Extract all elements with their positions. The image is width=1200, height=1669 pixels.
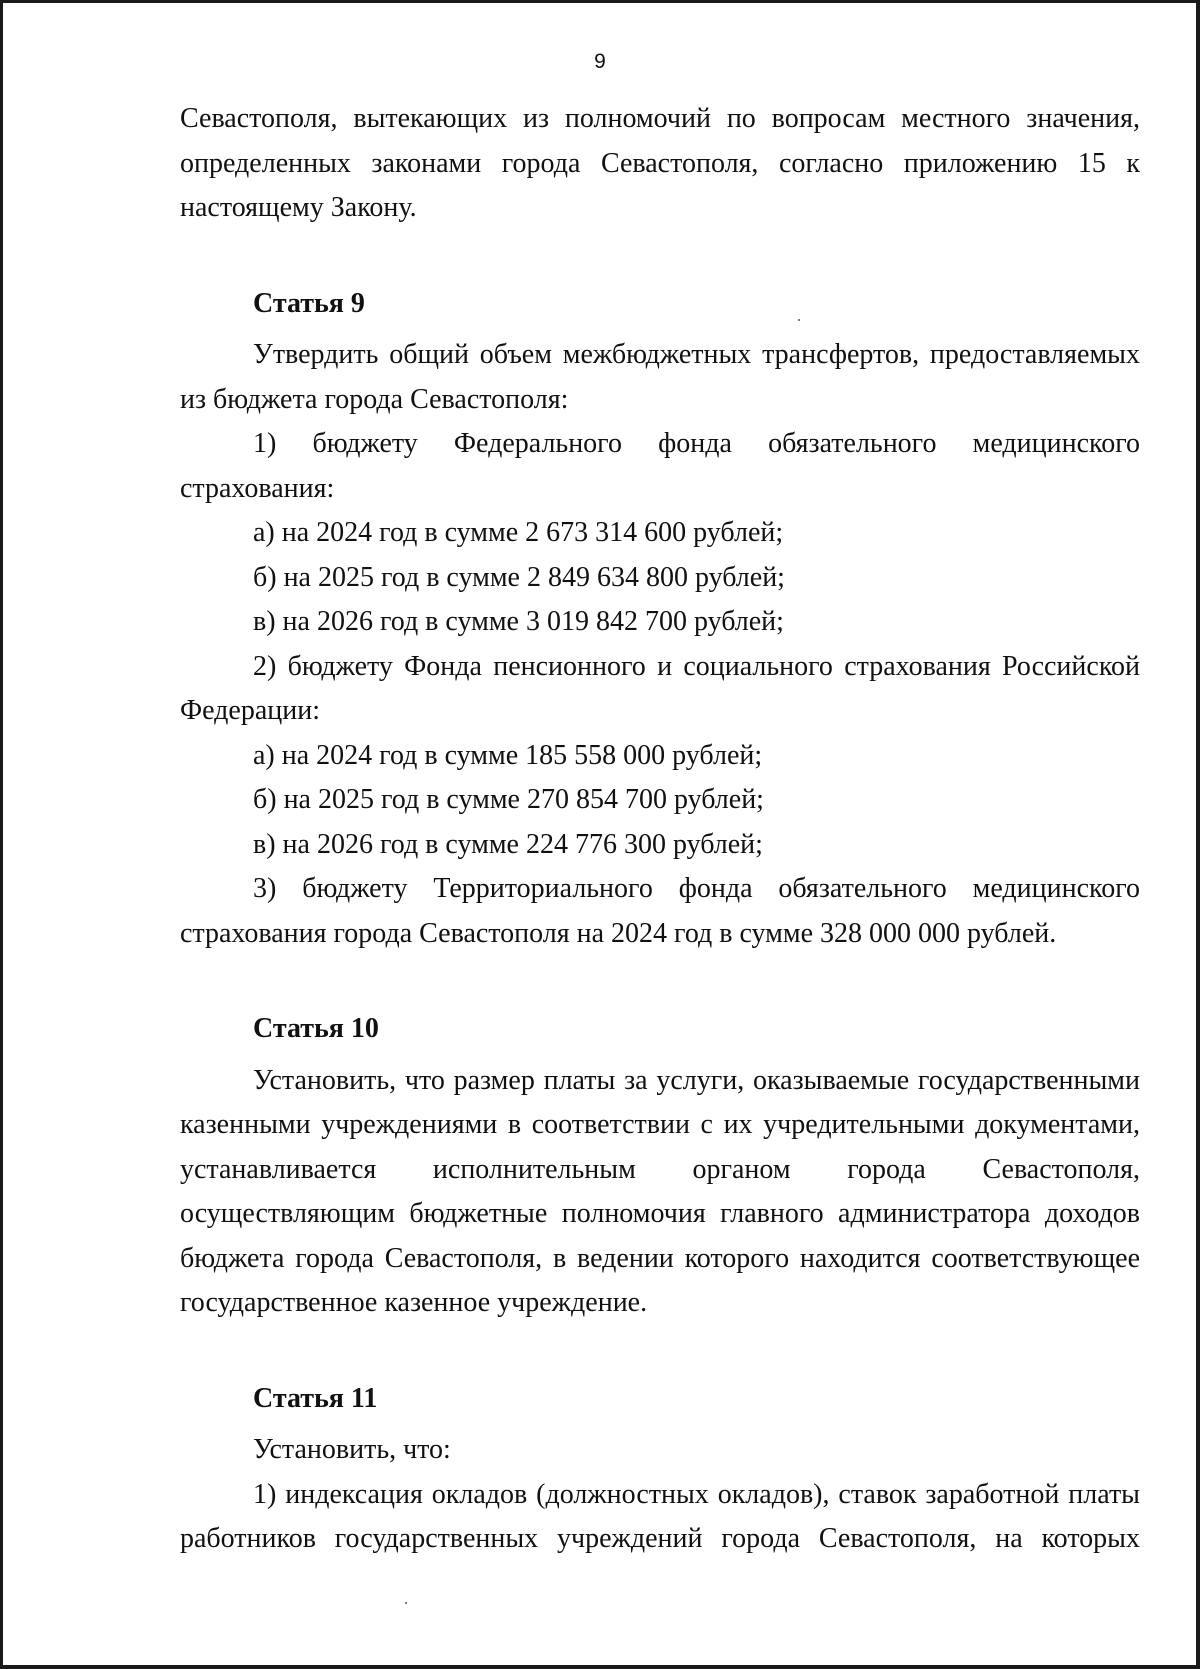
scan-speck xyxy=(798,319,800,321)
article-9-item-2-c: в) на 2026 год в сумме 224 776 300 рублей; xyxy=(253,828,763,860)
scan-edge-right xyxy=(1196,0,1200,1669)
article-10-heading: Статья 10 xyxy=(253,1013,379,1044)
article-11-item-1: 1) индексация окладов (должностных окладов), ставок заработной платы работников государственных учреждений города Севастополя, на которых xyxy=(180,1478,1140,1554)
article-11-intro: Установить, что: xyxy=(253,1434,451,1465)
scan-speck xyxy=(405,1602,407,1604)
spacer xyxy=(180,1052,1140,1059)
article-9-item-1-b: б) на 2025 год в сумме 2 849 634 800 рублей; xyxy=(253,561,785,593)
article-10-text: Установить, что размер платы за услуги, оказываемые государственными казенными учреждениями в соответствии с их учредительными документами, устанавливается исполнительным органом города Севастополя, осуществляющим бюджетные полномочия главного администратора доходов бюджета города Севастополя, в ведении которого находится соответствующее государственное казенное учреждение. xyxy=(180,1064,1140,1318)
article-9-item-1: 1) бюджету Федерального фонда обязательного медицинского страхования: xyxy=(180,428,1140,504)
article-9-item-2-a: а) на 2024 год в сумме 185 558 000 рублей; xyxy=(253,739,763,771)
scan-edge-left xyxy=(0,0,3,1669)
spacer xyxy=(180,1326,1140,1377)
article-9-item-3: 3) бюджету Территориального фонда обязательного медицинского страхования города Севастополя на 2024 год в сумме 328 000 000 рублей. xyxy=(180,873,1140,949)
spacer xyxy=(180,231,1140,282)
scan-edge-bottom xyxy=(0,1665,1200,1669)
page-number: 9 xyxy=(594,50,606,73)
article-9-intro: Утвердить общий объем межбюджетных трансфертов, предоставляемых из бюджета города Севастополя: xyxy=(180,339,1140,415)
paragraph-intro: Севастополя, вытекающих из полномочий по вопросам местного значения, определенных законами города Севастополя, согласно приложению 15 к настоящему Закону. xyxy=(180,103,1140,223)
article-9-item-1-a: а) на 2024 год в сумме 2 673 314 600 рублей; xyxy=(253,517,784,548)
spacer xyxy=(180,956,1140,1007)
article-9-item-1-c: в) на 2026 год в сумме 3 019 842 700 рублей; xyxy=(253,606,784,637)
spacer xyxy=(180,326,1140,333)
article-9-item-2-b: б) на 2025 год в сумме 270 854 700 рублей; xyxy=(253,784,764,815)
document-body xyxy=(180,97,1140,1562)
spacer xyxy=(180,1421,1140,1428)
article-9-heading: Статья 9 xyxy=(253,287,365,319)
article-9-item-2: 2) бюджету Фонда пенсионного и социального страхования Российской Федерации: xyxy=(180,650,1140,726)
article-11-heading: Статья 11 xyxy=(253,1382,378,1414)
scan-edge-top xyxy=(0,0,1200,3)
